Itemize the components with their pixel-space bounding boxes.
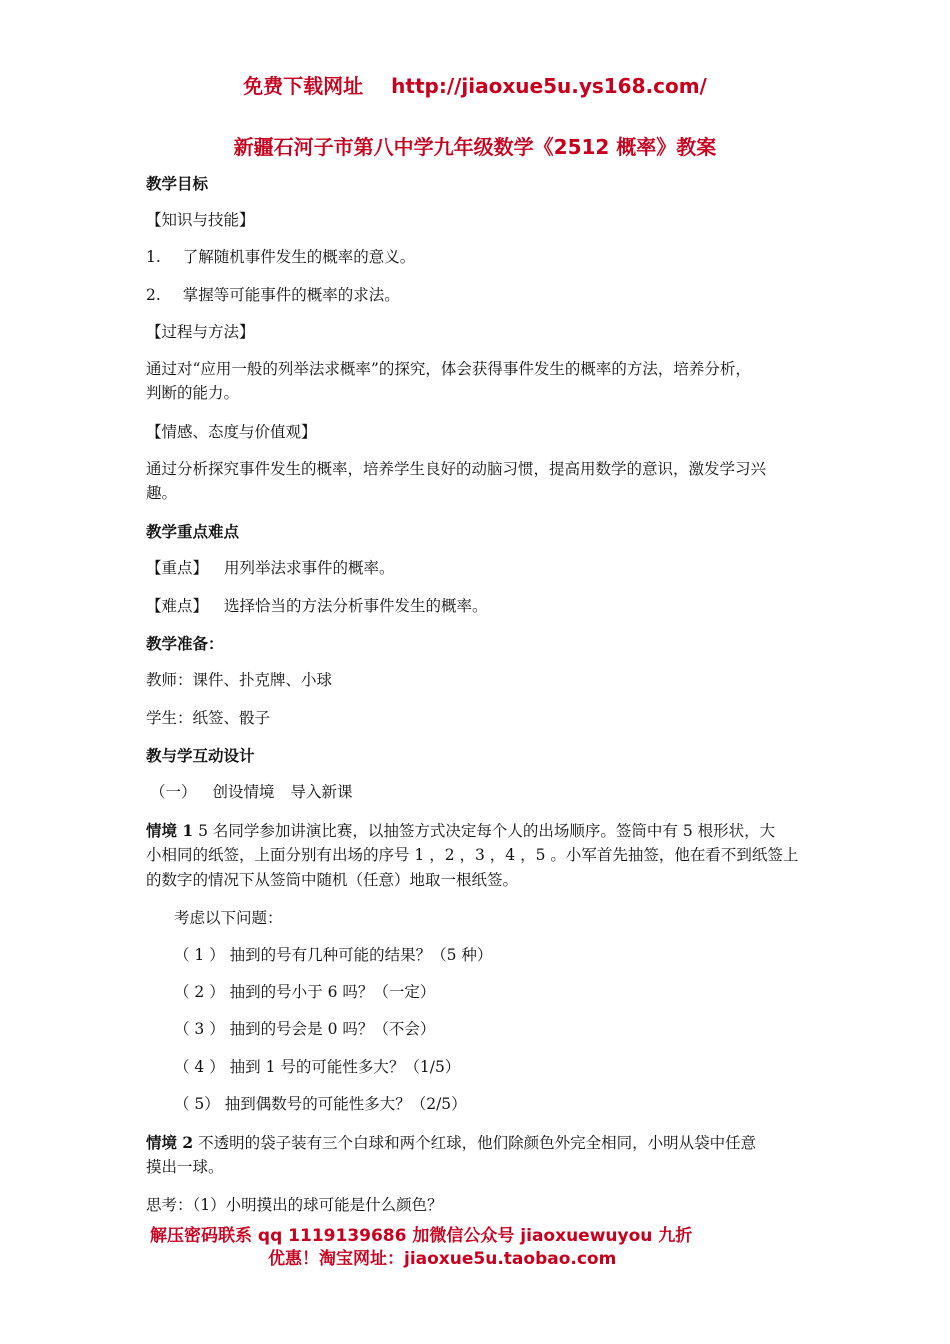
page-header <box>0 70 950 99</box>
emotion-text-line-1: 通过分析探究事件发生的概率，培养学生良好的动脑习惯，提高用数学的意识，激发学习兴 <box>146 460 767 478</box>
think-question: 思考：（1）小明摸出的球可能是什么颜色？ <box>146 1196 443 1214</box>
question-2: （ 2 ） 抽到的号小于 6 吗？（一定） <box>174 983 436 1001</box>
subheading-emotion-values: 【情感、态度与价值观】 <box>146 423 317 441</box>
difficult-point-label: 【难点】 <box>146 597 209 615</box>
section-title-part-1: 创设情境 <box>212 783 275 801</box>
goal-item-text: 掌握等可能事件的概率的求法。 <box>182 286 400 304</box>
section-title-part-2: 导入新课 <box>290 783 353 801</box>
difficult-point-text: 选择恰当的方法分析事件发生的概率。 <box>224 597 488 615</box>
footer-shop-line: 优惠！淘宝网址：jiaoxue5u.taobao.com <box>268 1249 617 1269</box>
subheading-process-method: 【过程与方法】 <box>146 323 255 341</box>
scenario-1-label: 情境 1 <box>146 821 194 840</box>
question-3: （ 3 ） 抽到的号会是 0 吗？（不会） <box>174 1020 436 1038</box>
question-1: （ 1 ） 抽到的号有几种可能的结果？（5 种） <box>174 946 493 964</box>
document-title: 新疆石河子市第八中学九年级数学《2512 概率》教案 <box>233 135 717 159</box>
heading-teaching-goals: 教学目标 <box>146 174 209 193</box>
question-4: （ 4 ） 抽到 1 号的可能性多大？（1/5） <box>174 1058 461 1076</box>
scenario-2-line-2: 摸出一球。 <box>146 1158 224 1176</box>
key-point-label: 【重点】 <box>146 559 209 577</box>
section-number: （一） <box>150 783 197 801</box>
question-5: （ 5） 抽到偶数号的可能性多大？（2/5） <box>174 1095 467 1113</box>
key-point <box>146 556 810 581</box>
heading-interaction-design: 教与学互动设计 <box>146 746 255 765</box>
scenario-2-text: 不透明的袋子装有三个白球和两个红球，他们除颜色外完全相同，小明从袋中任意 <box>198 1134 757 1152</box>
scenario-1-line-2: 小相同的纸签，上面分别有出场的序号 1 ，2 ，3 ，4 ，5 。小军首先抽签，他在看不到纸签上 <box>146 846 799 864</box>
goal-item-1 <box>146 245 810 270</box>
emotion-text-line-2: 趣。 <box>146 484 178 502</box>
scenario-2-label: 情境 2 <box>146 1133 194 1152</box>
header-label: 免费下载网址 <box>243 74 364 98</box>
goal-item-number: 2. <box>146 286 161 304</box>
section-1-heading <box>150 780 814 805</box>
difficult-point <box>146 594 810 619</box>
goal-item-text: 了解随机事件发生的概率的意义。 <box>182 248 416 266</box>
scenario-1-line-1 <box>146 818 810 844</box>
heading-key-difficult: 教学重点难点 <box>146 522 240 541</box>
subheading-knowledge-skill: 【知识与技能】 <box>146 211 255 229</box>
process-text-line-1: 通过对“应用一般的列举法求概率”的探究，体会获得事件发生的概率的方法，培养分析， <box>146 360 751 378</box>
process-text-line-2: 判断的能力。 <box>146 384 240 402</box>
key-point-text: 用列举法求事件的概率。 <box>224 559 395 577</box>
header-url-link[interactable]: http://jiaoxue5u.ys168.com/ <box>391 74 707 98</box>
scenario-2-line-1 <box>146 1130 810 1156</box>
footer-contact-line: 解压密码联系 qq 1119139686 加微信公众号 jiaoxuewuyou 九折 <box>150 1226 693 1246</box>
heading-preparation: 教学准备： <box>146 634 224 653</box>
consider-questions: 考虑以下问题： <box>174 909 283 927</box>
scenario-1-line-3: 的数字的情况下从签筒中随机（任意）地取一根纸签。 <box>146 871 519 889</box>
scenario-1-text: 5 名同学参加讲演比赛，以抽签方式决定每个人的出场顺序。签筒中有 5 根形状，大 <box>198 822 776 840</box>
prep-student: 学生：纸签、骰子 <box>146 709 271 727</box>
goal-item-number: 1. <box>146 248 161 266</box>
prep-teacher: 教师：课件、扑克牌、小球 <box>146 671 333 689</box>
goal-item-2 <box>146 283 810 308</box>
